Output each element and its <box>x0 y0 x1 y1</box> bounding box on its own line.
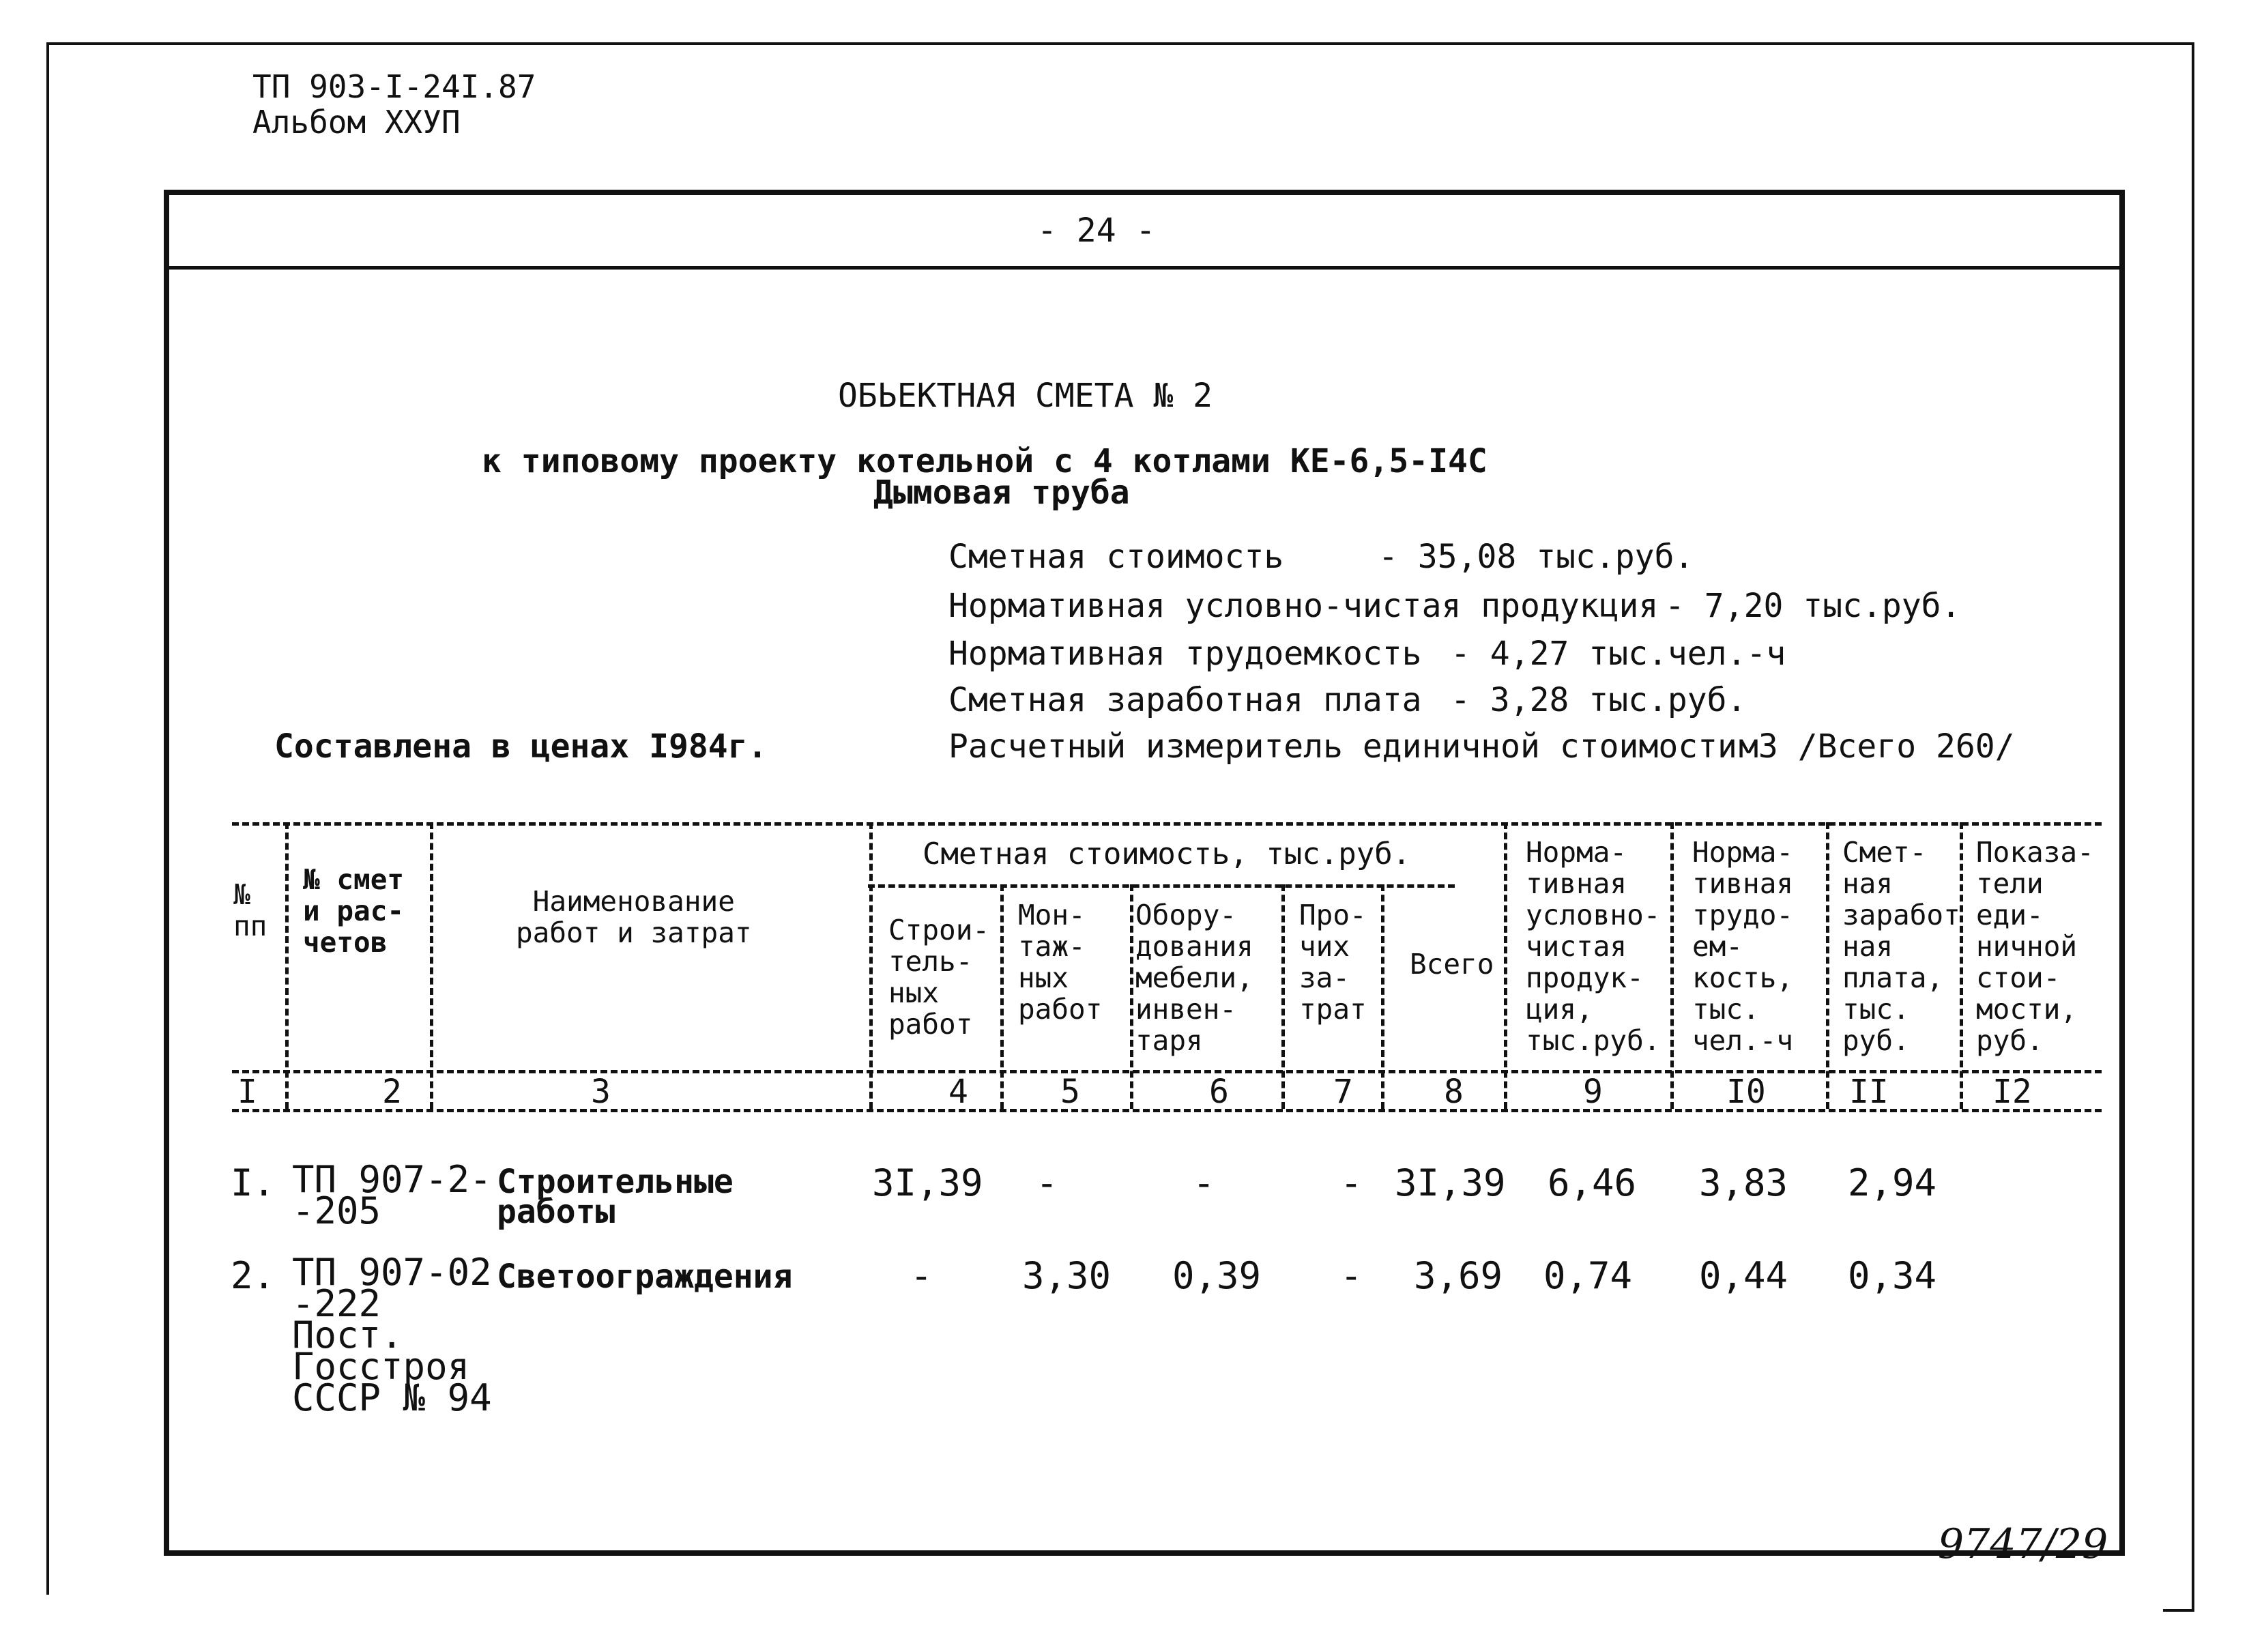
col-number: II <box>1849 1073 1889 1111</box>
row-total: 3I,39 <box>1395 1161 1506 1204</box>
row-number: I. <box>231 1161 276 1204</box>
summary-label: Нормативная трудоемкость <box>948 635 1422 673</box>
col-sep <box>1670 822 1674 1109</box>
row-other: - <box>1340 1254 1363 1297</box>
col-sep <box>1000 884 1004 1109</box>
summary-value: - 4,27 тыс.чел.-ч <box>1451 635 1786 673</box>
summary-value: - 3,28 тыс.руб. <box>1451 681 1747 719</box>
page-number: - 24 - <box>1037 212 1156 250</box>
outer-frame-bottom-tick <box>2163 1609 2194 1612</box>
col-number: 4 <box>948 1073 968 1111</box>
header-other: Про- чих за- трат <box>1299 899 1367 1026</box>
row-equipment: 0,39 <box>1172 1254 1262 1297</box>
row-name: Светоограждения <box>497 1258 793 1296</box>
summary-value: - 7,20 тыс.руб. <box>1665 587 1961 625</box>
col-sep <box>1381 884 1384 1109</box>
col-sep <box>1826 822 1829 1109</box>
col-number: I <box>237 1073 257 1111</box>
col-number: 6 <box>1209 1073 1229 1111</box>
col-sep <box>1504 822 1507 1109</box>
summary-label: Сметная стоимость <box>948 538 1284 576</box>
prices-note: Составлена в ценах I984г. <box>274 727 768 766</box>
col-sep <box>1130 884 1133 1109</box>
col-sep <box>1281 884 1285 1109</box>
col-number: I2 <box>1992 1073 2032 1111</box>
summary-value: - 35,08 тыс.руб. <box>1378 538 1694 576</box>
document-subtitle: к типовому проекту котельной с 4 котлами КЕ-6,5-I4С <box>482 442 1488 480</box>
document-title: ОБЬЕКТНАЯ СМЕТА № 2 <box>838 377 1213 415</box>
row-ref: ТП 907-2- -205 <box>292 1158 492 1232</box>
col-number: 2 <box>382 1073 402 1111</box>
col-number: 9 <box>1583 1073 1603 1111</box>
outer-frame-top <box>46 42 2194 45</box>
summary-label: Сметная заработная плата <box>948 681 1422 719</box>
header-unit-indicators: Показа- тели еди- ничной стои- мости, руб. <box>1976 836 2094 1057</box>
col-sep <box>285 822 289 1109</box>
col-sep <box>430 822 433 1109</box>
col-number: 7 <box>1333 1073 1353 1111</box>
header-construction: Строи- тель- ных работ <box>888 914 990 1041</box>
row-construction: 3I,39 <box>872 1161 983 1204</box>
col-number: 5 <box>1060 1073 1080 1111</box>
row-name: Строительные работы <box>497 1163 734 1231</box>
handwritten-archive-number: 9747/29 <box>1938 1520 2108 1568</box>
corner-code: ТП 903-I-24I.87 <box>252 68 536 105</box>
table-colnum-rule-top <box>232 1070 2102 1073</box>
header-labor: Норма- тивная трудо- ем- кость, тыс. чел.-ч <box>1692 836 1794 1057</box>
row-construction: - <box>910 1254 933 1297</box>
row-clean-product: 0,74 <box>1543 1254 1633 1297</box>
row-labor: 0,44 <box>1699 1254 1788 1297</box>
row-ref: ТП 907-02 -222 Пост. Госстроя СССР № 94 <box>292 1251 492 1419</box>
row-wages: 0,34 <box>1848 1254 1937 1297</box>
row-total: 3,69 <box>1414 1254 1503 1297</box>
summary-value: м3 /Всего 260/ <box>1739 727 2015 766</box>
header-total: Всего <box>1410 948 1494 981</box>
outer-frame-right <box>2192 42 2194 1612</box>
header-ref: № смет и рас- четов <box>303 863 405 959</box>
col-number: 8 <box>1444 1073 1464 1111</box>
row-wages: 2,94 <box>1848 1161 1937 1204</box>
header-name: Наименование работ и затрат <box>516 885 752 949</box>
summary-label: Расчетный измеритель единичной стоимости <box>948 727 1737 766</box>
row-number: 2. <box>231 1254 276 1297</box>
summary-label: Нормативная условно-чистая продукция <box>948 587 1659 625</box>
row-equipment: - <box>1193 1161 1215 1204</box>
header-wages: Смет- ная заработ ная плата, тыс. руб. <box>1842 836 1960 1057</box>
document-subtitle-object: Дымовая труба <box>873 474 1130 512</box>
row-labor: 3,83 <box>1699 1161 1788 1204</box>
row-installation: - <box>1036 1161 1058 1204</box>
col-number: I0 <box>1726 1073 1766 1111</box>
table-top-rule <box>232 822 2102 826</box>
row-installation: 3,30 <box>1022 1254 1112 1297</box>
header-clean-product: Норма- тивная условно- чистая продук- ция, тыс.руб. <box>1526 836 1661 1057</box>
table-colnum-rule-bottom <box>232 1109 2102 1112</box>
corner-album: Альбом ХХУП <box>252 104 461 141</box>
table-group-rule <box>868 884 1455 888</box>
page-number-rule <box>164 266 2125 270</box>
col-sep <box>869 822 873 1109</box>
header-installation: Мон- таж- ных работ <box>1018 899 1103 1026</box>
header-equipment: Обору- дования мебели, инвен- таря <box>1135 899 1253 1057</box>
col-number: 3 <box>591 1073 611 1111</box>
row-other: - <box>1340 1161 1363 1204</box>
outer-frame-left <box>46 42 49 1595</box>
header-num: № пп <box>233 878 267 942</box>
row-clean-product: 6,46 <box>1548 1161 1637 1204</box>
group-header: Сметная стоимость, тыс.руб. <box>923 837 1411 871</box>
